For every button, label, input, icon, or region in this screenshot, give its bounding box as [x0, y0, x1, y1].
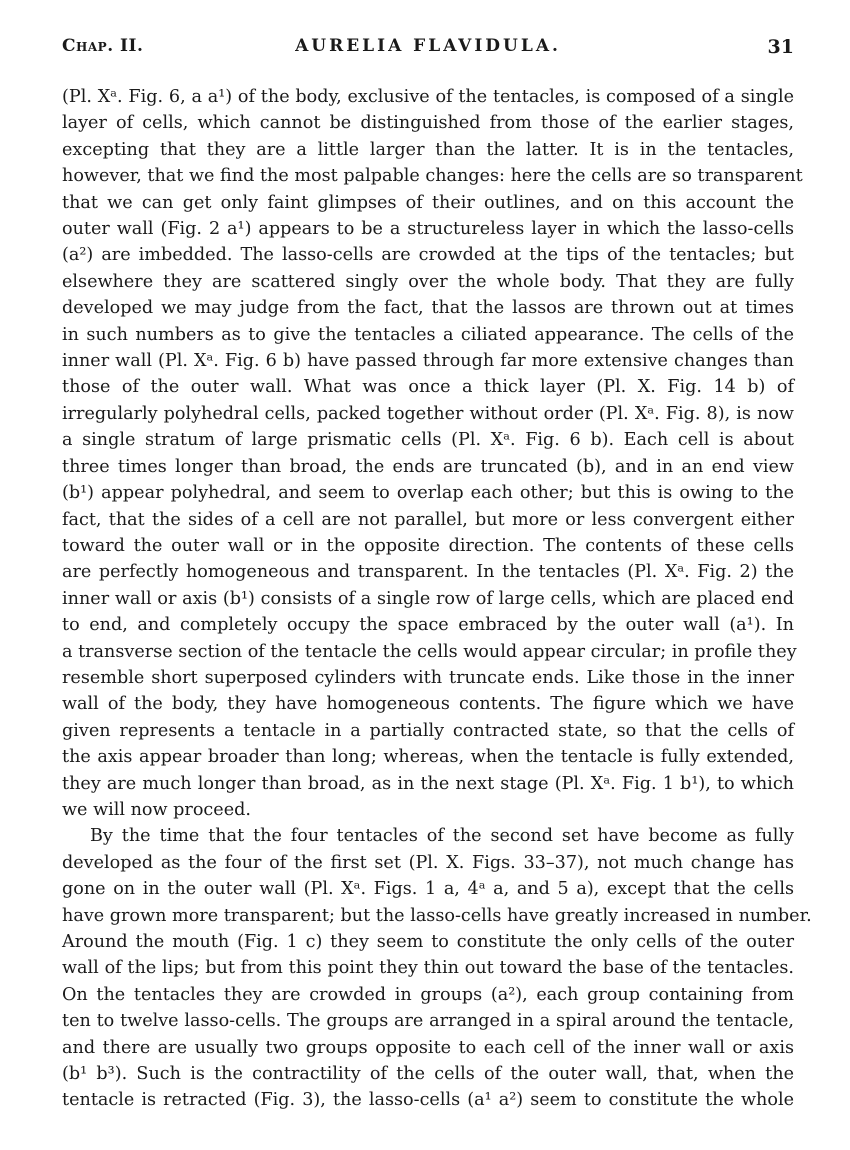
text-line: inner wall or axis (b¹) consists of a single row of large cells, which are placed end [62, 588, 794, 609]
text-line: to end, and completely occupy the space embraced by the outer wall (a¹). In [62, 615, 794, 636]
text-line: the axis appear broader than long; whereas, when the tentacle is fully extended, [62, 747, 794, 768]
text-line: (b¹) appear polyhedral, and seem to overlap each other; but this is owing to the [62, 483, 794, 504]
running-header [62, 36, 794, 66]
text-line: elsewhere they are scattered singly over the whole body. That they are fully [62, 271, 794, 292]
chapter-label: Chap. II. [62, 36, 144, 56]
text-line: (a²) are imbedded. The lasso-cells are crowded at the tips of the tentacles; but [62, 245, 794, 266]
text-line: and there are usually two groups opposite to each cell of the inner wall or axis [62, 1037, 794, 1058]
text-line: developed we may judge from the fact, that the lassos are thrown out at times [62, 298, 794, 319]
text-line: developed as the four of the first set (Pl. X. Figs. 33–37), not much change has [62, 852, 794, 873]
text-line: layer of cells, which cannot be distinguished from those of the earlier stages, [62, 113, 794, 134]
text-line: ten to twelve lasso-cells. The groups are arranged in a spiral around the tentacle, [62, 1011, 794, 1032]
body-text [62, 84, 812, 1114]
paragraph [62, 84, 803, 823]
paragraph [62, 823, 812, 1113]
text-line: excepting that they are a little larger than the latter. It is in the tentacles, [62, 139, 794, 160]
text-line: (b¹ b³). Such is the contractility of the cells of the outer wall, that, when the [62, 1064, 794, 1085]
text-line: inner wall (Pl. Xᵃ. Fig. 6 b) have passed through far more extensive changes than [62, 351, 794, 372]
text-line: have grown more transparent; but the lasso-cells have greatly increased in number. [62, 905, 812, 926]
text-line: a transverse section of the tentacle the cells would appear circular; in profile they [62, 641, 797, 662]
text-line: wall of the lips; but from this point they thin out toward the base of the tentacles. [62, 958, 794, 979]
text-line: are perfectly homogeneous and transparent. In the tentacles (Pl. Xᵃ. Fig. 2) the [62, 562, 794, 583]
text-line: they are much longer than broad, as in the next stage (Pl. Xᵃ. Fig. 1 b¹), to which [62, 773, 794, 794]
text-line: a single stratum of large prismatic cells (Pl. Xᵃ. Fig. 6 b). Each cell is about [62, 430, 794, 451]
text-line: By the time that the four tentacles of the second set have become as fully [90, 826, 794, 847]
running-title: AURELIA FLAVIDULA. [295, 36, 561, 56]
text-line: toward the outer wall or in the opposite direction. The contents of these cells [62, 535, 794, 556]
text-line: however, that we find the most palpable changes: here the cells are so transparent [62, 166, 803, 187]
page-number: 31 [767, 36, 794, 58]
text-line: (Pl. Xᵃ. Fig. 6, a a¹) of the body, exclusive of the tentacles, is composed of a single [62, 87, 794, 107]
text-line: in such numbers as to give the tentacles a ciliated appearance. The cells of the [62, 324, 794, 345]
text-line: Around the mouth (Fig. 1 c) they seem to constitute the only cells of the outer [62, 932, 794, 952]
text-line: fact, that the sides of a cell are not parallel, but more or less convergent either [62, 509, 794, 530]
text-line: we will now proceed. [62, 799, 251, 820]
text-line: tentacle is retracted (Fig. 3), the lasso-cells (a¹ a²) seem to constitute the whole [62, 1090, 794, 1111]
text-line: On the tentacles they are crowded in groups (a²), each group containing from [62, 984, 794, 1005]
text-line: irregularly polyhedral cells, packed together without order (Pl. Xᵃ. Fig. 8), is now [62, 403, 794, 424]
text-line: given represents a tentacle in a partially contracted state, so that the cells of [62, 720, 794, 741]
text-line: three times longer than broad, the ends are truncated (b), and in an end view [62, 456, 794, 477]
text-line: those of the outer wall. What was once a thick layer (Pl. X. Fig. 14 b) of [62, 377, 794, 398]
text-line: outer wall (Fig. 2 a¹) appears to be a structureless layer in which the lasso-cells [62, 219, 794, 240]
text-line: that we can get only faint glimpses of their outlines, and on this account the [62, 192, 794, 213]
text-line: gone on in the outer wall (Pl. Xᵃ. Figs. 1 a, 4ᵃ a, and 5 a), except that the cells [62, 879, 794, 900]
text-line: wall of the body, they have homogeneous contents. The figure which we have [62, 694, 794, 715]
text-line: resemble short superposed cylinders with truncate ends. Like those in the inner [62, 667, 794, 688]
